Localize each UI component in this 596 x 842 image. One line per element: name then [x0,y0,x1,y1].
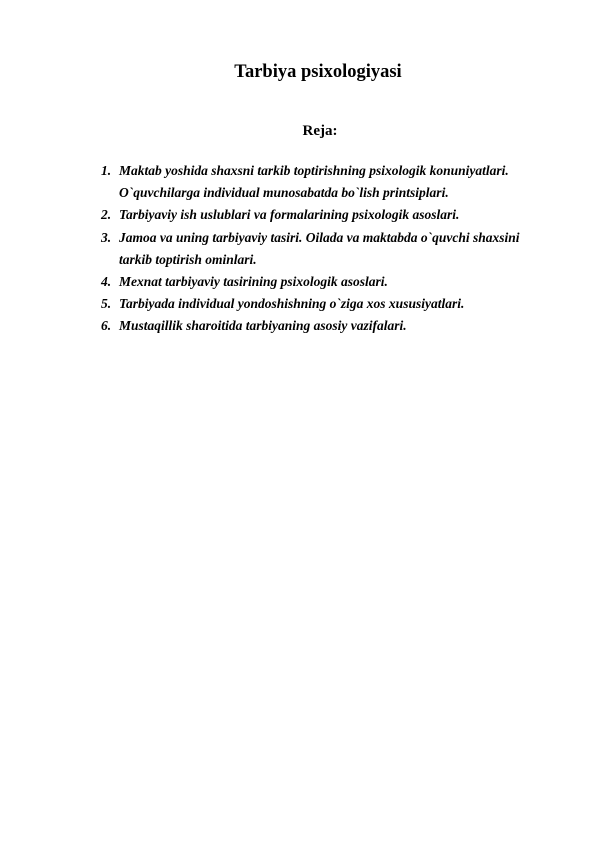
list-item-text: Jamoa va uning tarbiyaviy tasiri. Oilada va maktabda o`quvchi shaxsini tarkib toptirish ominlari. [119,229,520,267]
list-item-text: Mexnat tarbiyaviy tasirining psixologik asoslari. [119,274,388,290]
list-item-number: 3. [101,229,112,245]
list-item-number: 2. [101,207,112,223]
list-item-text: Mustaqillik sharoitida tarbiyaning asosiy vazifalari. [119,318,407,334]
list-item-number: 6. [101,318,112,334]
list-item [101,227,541,271]
page-title: Tarbiya psixologiyasi [234,62,402,82]
list-item-text: Tarbiyaviy ish uslublari va formalarining psixologik asoslari. [119,207,460,223]
list-item-text: Maktab yoshida shaxsni tarkib toptirishning psixologik konuniyatlari. O`quvchilarga individual munosabatda bo`lish printsiplari. [119,163,509,201]
list-item [101,315,541,337]
list-item-text: Tarbiyada individual yondoshishning o`ziga xos xususiyatlari. [119,296,465,312]
list-item [101,160,541,204]
list-item-number: 5. [101,296,112,312]
plan-list [101,160,541,338]
list-item-number: 1. [101,163,112,178]
list-item [101,293,541,315]
list-item-number: 4. [101,274,112,290]
list-item [101,271,541,293]
list-item [101,204,541,226]
plan-heading: Reja: [302,123,338,139]
